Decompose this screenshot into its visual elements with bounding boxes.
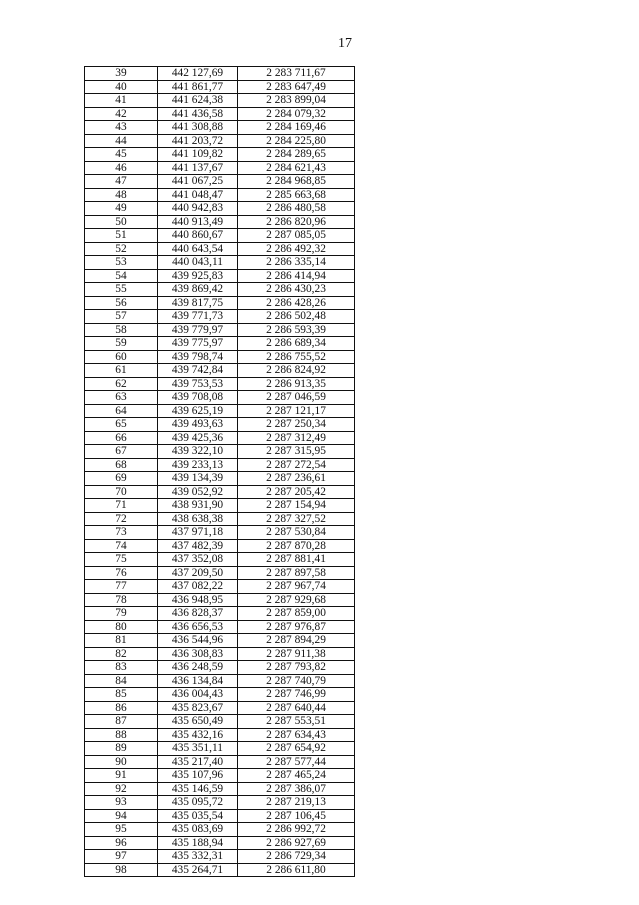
point-number-cell: 94 bbox=[85, 809, 158, 823]
y-coordinate-cell: 2 287 967,74 bbox=[238, 580, 355, 594]
x-coordinate-cell: 441 624,38 bbox=[158, 94, 238, 108]
x-coordinate-cell: 440 860,67 bbox=[158, 229, 238, 243]
y-coordinate-cell: 2 287 530,84 bbox=[238, 526, 355, 540]
y-coordinate-cell: 2 286 430,23 bbox=[238, 283, 355, 297]
point-number-cell: 53 bbox=[85, 256, 158, 270]
coordinates-table bbox=[84, 66, 355, 877]
point-number-cell: 69 bbox=[85, 472, 158, 486]
table-row bbox=[85, 148, 355, 162]
x-coordinate-cell: 441 109,82 bbox=[158, 148, 238, 162]
y-coordinate-cell: 2 287 881,41 bbox=[238, 553, 355, 567]
table-row bbox=[85, 701, 355, 715]
y-coordinate-cell: 2 287 577,44 bbox=[238, 755, 355, 769]
point-number-cell: 39 bbox=[85, 67, 158, 81]
table-row bbox=[85, 553, 355, 567]
x-coordinate-cell: 439 052,92 bbox=[158, 485, 238, 499]
x-coordinate-cell: 436 308,83 bbox=[158, 647, 238, 661]
table-row bbox=[85, 175, 355, 189]
y-coordinate-cell: 2 287 859,00 bbox=[238, 607, 355, 621]
table-row bbox=[85, 323, 355, 337]
x-coordinate-cell: 435 083,69 bbox=[158, 823, 238, 837]
coordinates-table-body bbox=[85, 67, 355, 877]
table-row bbox=[85, 661, 355, 675]
table-row bbox=[85, 215, 355, 229]
y-coordinate-cell: 2 286 755,52 bbox=[238, 350, 355, 364]
table-row bbox=[85, 499, 355, 513]
x-coordinate-cell: 435 095,72 bbox=[158, 796, 238, 810]
x-coordinate-cell: 435 107,96 bbox=[158, 769, 238, 783]
point-number-cell: 44 bbox=[85, 134, 158, 148]
table-row bbox=[85, 688, 355, 702]
y-coordinate-cell: 2 287 327,52 bbox=[238, 512, 355, 526]
x-coordinate-cell: 439 134,39 bbox=[158, 472, 238, 486]
table-row bbox=[85, 566, 355, 580]
x-coordinate-cell: 441 308,88 bbox=[158, 121, 238, 135]
x-coordinate-cell: 436 248,59 bbox=[158, 661, 238, 675]
table-row bbox=[85, 431, 355, 445]
y-coordinate-cell: 2 287 465,24 bbox=[238, 769, 355, 783]
table-row bbox=[85, 809, 355, 823]
x-coordinate-cell: 436 134,84 bbox=[158, 674, 238, 688]
x-coordinate-cell: 442 127,69 bbox=[158, 67, 238, 81]
x-coordinate-cell: 437 082,22 bbox=[158, 580, 238, 594]
point-number-cell: 84 bbox=[85, 674, 158, 688]
point-number-cell: 78 bbox=[85, 593, 158, 607]
point-number-cell: 40 bbox=[85, 80, 158, 94]
table-row bbox=[85, 229, 355, 243]
point-number-cell: 58 bbox=[85, 323, 158, 337]
table-row bbox=[85, 620, 355, 634]
table-row bbox=[85, 539, 355, 553]
y-coordinate-cell: 2 286 729,34 bbox=[238, 850, 355, 864]
y-coordinate-cell: 2 287 219,13 bbox=[238, 796, 355, 810]
x-coordinate-cell: 435 332,31 bbox=[158, 850, 238, 864]
y-coordinate-cell: 2 286 414,94 bbox=[238, 269, 355, 283]
point-number-cell: 74 bbox=[85, 539, 158, 553]
y-coordinate-cell: 2 287 911,38 bbox=[238, 647, 355, 661]
x-coordinate-cell: 439 493,63 bbox=[158, 418, 238, 432]
table-row bbox=[85, 674, 355, 688]
point-number-cell: 57 bbox=[85, 310, 158, 324]
table-row bbox=[85, 634, 355, 648]
y-coordinate-cell: 2 286 913,35 bbox=[238, 377, 355, 391]
table-row bbox=[85, 121, 355, 135]
x-coordinate-cell: 437 209,50 bbox=[158, 566, 238, 580]
point-number-cell: 85 bbox=[85, 688, 158, 702]
y-coordinate-cell: 2 287 312,49 bbox=[238, 431, 355, 445]
y-coordinate-cell: 2 287 046,59 bbox=[238, 391, 355, 405]
point-number-cell: 88 bbox=[85, 728, 158, 742]
y-coordinate-cell: 2 287 894,29 bbox=[238, 634, 355, 648]
y-coordinate-cell: 2 286 492,32 bbox=[238, 242, 355, 256]
table-row bbox=[85, 782, 355, 796]
point-number-cell: 59 bbox=[85, 337, 158, 351]
y-coordinate-cell: 2 287 746,99 bbox=[238, 688, 355, 702]
y-coordinate-cell: 2 287 250,34 bbox=[238, 418, 355, 432]
x-coordinate-cell: 439 779,97 bbox=[158, 323, 238, 337]
x-coordinate-cell: 440 942,83 bbox=[158, 202, 238, 216]
point-number-cell: 68 bbox=[85, 458, 158, 472]
y-coordinate-cell: 2 286 335,14 bbox=[238, 256, 355, 270]
point-number-cell: 95 bbox=[85, 823, 158, 837]
table-row bbox=[85, 728, 355, 742]
point-number-cell: 92 bbox=[85, 782, 158, 796]
point-number-cell: 70 bbox=[85, 485, 158, 499]
table-row bbox=[85, 310, 355, 324]
y-coordinate-cell: 2 286 820,96 bbox=[238, 215, 355, 229]
page-number: 17 bbox=[338, 36, 352, 51]
table-row bbox=[85, 377, 355, 391]
point-number-cell: 46 bbox=[85, 161, 158, 175]
point-number-cell: 62 bbox=[85, 377, 158, 391]
point-number-cell: 79 bbox=[85, 607, 158, 621]
x-coordinate-cell: 435 217,40 bbox=[158, 755, 238, 769]
table-row bbox=[85, 863, 355, 877]
point-number-cell: 76 bbox=[85, 566, 158, 580]
point-number-cell: 75 bbox=[85, 553, 158, 567]
x-coordinate-cell: 436 544,96 bbox=[158, 634, 238, 648]
x-coordinate-cell: 439 322,10 bbox=[158, 445, 238, 459]
y-coordinate-cell: 2 284 289,65 bbox=[238, 148, 355, 162]
x-coordinate-cell: 439 753,53 bbox=[158, 377, 238, 391]
y-coordinate-cell: 2 284 169,46 bbox=[238, 121, 355, 135]
x-coordinate-cell: 439 869,42 bbox=[158, 283, 238, 297]
y-coordinate-cell: 2 287 272,54 bbox=[238, 458, 355, 472]
x-coordinate-cell: 436 948,95 bbox=[158, 593, 238, 607]
y-coordinate-cell: 2 283 647,49 bbox=[238, 80, 355, 94]
point-number-cell: 90 bbox=[85, 755, 158, 769]
y-coordinate-cell: 2 287 205,42 bbox=[238, 485, 355, 499]
table-row bbox=[85, 769, 355, 783]
point-number-cell: 83 bbox=[85, 661, 158, 675]
point-number-cell: 81 bbox=[85, 634, 158, 648]
y-coordinate-cell: 2 287 106,45 bbox=[238, 809, 355, 823]
table-row bbox=[85, 202, 355, 216]
table-row bbox=[85, 107, 355, 121]
x-coordinate-cell: 437 352,08 bbox=[158, 553, 238, 567]
y-coordinate-cell: 2 287 315,95 bbox=[238, 445, 355, 459]
y-coordinate-cell: 2 286 992,72 bbox=[238, 823, 355, 837]
table-row bbox=[85, 742, 355, 756]
table-row bbox=[85, 80, 355, 94]
point-number-cell: 82 bbox=[85, 647, 158, 661]
point-number-cell: 48 bbox=[85, 188, 158, 202]
point-number-cell: 45 bbox=[85, 148, 158, 162]
table-row bbox=[85, 512, 355, 526]
table-row bbox=[85, 269, 355, 283]
x-coordinate-cell: 439 925,83 bbox=[158, 269, 238, 283]
table-row bbox=[85, 755, 355, 769]
y-coordinate-cell: 2 284 225,80 bbox=[238, 134, 355, 148]
y-coordinate-cell: 2 287 740,79 bbox=[238, 674, 355, 688]
point-number-cell: 63 bbox=[85, 391, 158, 405]
point-number-cell: 91 bbox=[85, 769, 158, 783]
y-coordinate-cell: 2 287 929,68 bbox=[238, 593, 355, 607]
table-row bbox=[85, 283, 355, 297]
x-coordinate-cell: 436 656,53 bbox=[158, 620, 238, 634]
table-row bbox=[85, 607, 355, 621]
table-row bbox=[85, 796, 355, 810]
table-row bbox=[85, 350, 355, 364]
point-number-cell: 61 bbox=[85, 364, 158, 378]
y-coordinate-cell: 2 287 654,92 bbox=[238, 742, 355, 756]
point-number-cell: 41 bbox=[85, 94, 158, 108]
table-row bbox=[85, 647, 355, 661]
x-coordinate-cell: 441 067,25 bbox=[158, 175, 238, 189]
point-number-cell: 89 bbox=[85, 742, 158, 756]
x-coordinate-cell: 438 931,90 bbox=[158, 499, 238, 513]
table-row bbox=[85, 526, 355, 540]
x-coordinate-cell: 439 625,19 bbox=[158, 404, 238, 418]
x-coordinate-cell: 441 137,67 bbox=[158, 161, 238, 175]
x-coordinate-cell: 439 742,84 bbox=[158, 364, 238, 378]
point-number-cell: 52 bbox=[85, 242, 158, 256]
y-coordinate-cell: 2 286 824,92 bbox=[238, 364, 355, 378]
point-number-cell: 77 bbox=[85, 580, 158, 594]
table-row bbox=[85, 94, 355, 108]
table-row bbox=[85, 418, 355, 432]
x-coordinate-cell: 439 775,97 bbox=[158, 337, 238, 351]
x-coordinate-cell: 441 203,72 bbox=[158, 134, 238, 148]
table-row bbox=[85, 715, 355, 729]
x-coordinate-cell: 437 482,39 bbox=[158, 539, 238, 553]
x-coordinate-cell: 438 638,38 bbox=[158, 512, 238, 526]
table-row bbox=[85, 458, 355, 472]
table-row bbox=[85, 445, 355, 459]
point-number-cell: 65 bbox=[85, 418, 158, 432]
point-number-cell: 67 bbox=[85, 445, 158, 459]
table-row bbox=[85, 188, 355, 202]
y-coordinate-cell: 2 286 689,34 bbox=[238, 337, 355, 351]
y-coordinate-cell: 2 287 793,82 bbox=[238, 661, 355, 675]
point-number-cell: 72 bbox=[85, 512, 158, 526]
y-coordinate-cell: 2 287 553,51 bbox=[238, 715, 355, 729]
table-row bbox=[85, 364, 355, 378]
table-row bbox=[85, 580, 355, 594]
x-coordinate-cell: 435 351,11 bbox=[158, 742, 238, 756]
point-number-cell: 43 bbox=[85, 121, 158, 135]
x-coordinate-cell: 439 708,08 bbox=[158, 391, 238, 405]
point-number-cell: 56 bbox=[85, 296, 158, 310]
x-coordinate-cell: 435 146,59 bbox=[158, 782, 238, 796]
x-coordinate-cell: 435 823,67 bbox=[158, 701, 238, 715]
point-number-cell: 51 bbox=[85, 229, 158, 243]
x-coordinate-cell: 435 035,54 bbox=[158, 809, 238, 823]
x-coordinate-cell: 435 650,49 bbox=[158, 715, 238, 729]
x-coordinate-cell: 441 048,47 bbox=[158, 188, 238, 202]
x-coordinate-cell: 439 425,36 bbox=[158, 431, 238, 445]
x-coordinate-cell: 435 264,71 bbox=[158, 863, 238, 877]
x-coordinate-cell: 435 188,94 bbox=[158, 836, 238, 850]
y-coordinate-cell: 2 287 236,61 bbox=[238, 472, 355, 486]
y-coordinate-cell: 2 287 640,44 bbox=[238, 701, 355, 715]
point-number-cell: 54 bbox=[85, 269, 158, 283]
table-row bbox=[85, 404, 355, 418]
point-number-cell: 73 bbox=[85, 526, 158, 540]
x-coordinate-cell: 440 043,11 bbox=[158, 256, 238, 270]
y-coordinate-cell: 2 283 899,04 bbox=[238, 94, 355, 108]
y-coordinate-cell: 2 286 428,26 bbox=[238, 296, 355, 310]
table-row bbox=[85, 161, 355, 175]
point-number-cell: 98 bbox=[85, 863, 158, 877]
table-row bbox=[85, 472, 355, 486]
table-row bbox=[85, 134, 355, 148]
y-coordinate-cell: 2 286 480,58 bbox=[238, 202, 355, 216]
y-coordinate-cell: 2 287 121,17 bbox=[238, 404, 355, 418]
x-coordinate-cell: 441 861,77 bbox=[158, 80, 238, 94]
x-coordinate-cell: 439 798,74 bbox=[158, 350, 238, 364]
y-coordinate-cell: 2 284 621,43 bbox=[238, 161, 355, 175]
y-coordinate-cell: 2 287 085,05 bbox=[238, 229, 355, 243]
point-number-cell: 55 bbox=[85, 283, 158, 297]
y-coordinate-cell: 2 286 611,80 bbox=[238, 863, 355, 877]
table-row bbox=[85, 485, 355, 499]
table-row bbox=[85, 242, 355, 256]
point-number-cell: 86 bbox=[85, 701, 158, 715]
table-row bbox=[85, 256, 355, 270]
y-coordinate-cell: 2 283 711,67 bbox=[238, 67, 355, 81]
y-coordinate-cell: 2 287 154,94 bbox=[238, 499, 355, 513]
point-number-cell: 64 bbox=[85, 404, 158, 418]
table-row bbox=[85, 337, 355, 351]
y-coordinate-cell: 2 285 663,68 bbox=[238, 188, 355, 202]
table-row bbox=[85, 850, 355, 864]
point-number-cell: 42 bbox=[85, 107, 158, 121]
point-number-cell: 93 bbox=[85, 796, 158, 810]
point-number-cell: 60 bbox=[85, 350, 158, 364]
y-coordinate-cell: 2 287 897,58 bbox=[238, 566, 355, 580]
y-coordinate-cell: 2 287 386,07 bbox=[238, 782, 355, 796]
point-number-cell: 80 bbox=[85, 620, 158, 634]
y-coordinate-cell: 2 287 634,43 bbox=[238, 728, 355, 742]
x-coordinate-cell: 439 233,13 bbox=[158, 458, 238, 472]
y-coordinate-cell: 2 287 870,28 bbox=[238, 539, 355, 553]
table-row bbox=[85, 593, 355, 607]
x-coordinate-cell: 437 971,18 bbox=[158, 526, 238, 540]
table-row bbox=[85, 391, 355, 405]
table-row bbox=[85, 836, 355, 850]
point-number-cell: 87 bbox=[85, 715, 158, 729]
x-coordinate-cell: 439 817,75 bbox=[158, 296, 238, 310]
point-number-cell: 66 bbox=[85, 431, 158, 445]
point-number-cell: 50 bbox=[85, 215, 158, 229]
x-coordinate-cell: 435 432,16 bbox=[158, 728, 238, 742]
x-coordinate-cell: 440 643,54 bbox=[158, 242, 238, 256]
x-coordinate-cell: 440 913,49 bbox=[158, 215, 238, 229]
x-coordinate-cell: 441 436,58 bbox=[158, 107, 238, 121]
point-number-cell: 97 bbox=[85, 850, 158, 864]
y-coordinate-cell: 2 284 079,32 bbox=[238, 107, 355, 121]
x-coordinate-cell: 436 004,43 bbox=[158, 688, 238, 702]
table-row bbox=[85, 823, 355, 837]
point-number-cell: 71 bbox=[85, 499, 158, 513]
table-row bbox=[85, 67, 355, 81]
y-coordinate-cell: 2 284 968,85 bbox=[238, 175, 355, 189]
point-number-cell: 96 bbox=[85, 836, 158, 850]
y-coordinate-cell: 2 286 927,69 bbox=[238, 836, 355, 850]
y-coordinate-cell: 2 287 976,87 bbox=[238, 620, 355, 634]
point-number-cell: 47 bbox=[85, 175, 158, 189]
y-coordinate-cell: 2 286 593,39 bbox=[238, 323, 355, 337]
y-coordinate-cell: 2 286 502,48 bbox=[238, 310, 355, 324]
x-coordinate-cell: 439 771,73 bbox=[158, 310, 238, 324]
x-coordinate-cell: 436 828,37 bbox=[158, 607, 238, 621]
table-row bbox=[85, 296, 355, 310]
point-number-cell: 49 bbox=[85, 202, 158, 216]
